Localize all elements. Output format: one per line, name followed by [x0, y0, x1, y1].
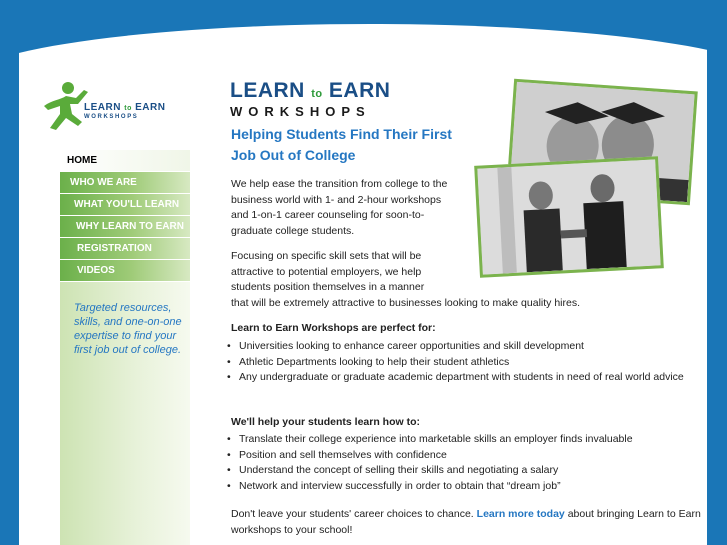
- list-item: • Network and interview successfully in order to obtain that “dream job”: [225, 479, 695, 495]
- intro-paragraph: We help ease the transition from college to the business world with 1- and 2-hour workshops and 1-on-1 career counseling for soon-to-graduate college students.: [231, 178, 448, 237]
- main-nav: [60, 150, 190, 282]
- logo-wordmark[interactable]: [84, 102, 165, 113]
- closing-paragraph: [231, 507, 701, 538]
- handshake-photo-image: [477, 159, 660, 274]
- perfect-for-list: [225, 339, 695, 386]
- nav-item-who-we-are[interactable]: WHO WE ARE: [60, 172, 190, 194]
- nav-item-why-learn-to-earn[interactable]: WHY LEARN TO EARN: [60, 216, 190, 238]
- list-item: • Universities looking to enhance career opportunities and skill development: [225, 339, 695, 355]
- list-item: • Position and sell themselves with confidence: [225, 448, 695, 464]
- logo-subtitle: WORKSHOPS: [84, 114, 139, 120]
- learn-more-link[interactable]: Learn more today: [476, 508, 565, 520]
- list-item: • Athletic Departments looking to help their student athletics: [225, 355, 695, 371]
- list-item: • Any undergraduate or graduate academic department with students in need of real world advice: [225, 370, 695, 386]
- left-border: [0, 0, 19, 545]
- handshake-photo: [474, 156, 664, 277]
- brand-line1: [230, 80, 390, 105]
- brand-title: [230, 80, 390, 119]
- focus-paragraph-part1: Focusing on specific skill sets that will be attractive to potential employers, we help students position themselves in a manner: [231, 250, 425, 293]
- list-item: • Translate their college experience into marketable skills an employer finds invaluable: [225, 432, 695, 448]
- header-wave: [0, 24, 727, 60]
- focus-paragraph-part2: that will be extremely attractive to businesses looking to make quality hires.: [231, 296, 580, 309]
- sidebar-tagline: Targeted resources, skills, and one-on-one expertise to find your first job out of college.: [74, 302, 182, 356]
- brand-word-to: to: [311, 88, 323, 100]
- logo-word-earn: EARN: [135, 102, 166, 113]
- logo-word-learn: LEARN: [84, 102, 121, 113]
- closing-text-post: about bringing Learn to Earn workshops to your school!: [231, 508, 701, 536]
- header-band: [0, 0, 727, 60]
- brand-line2: WORKSHOPS: [230, 104, 371, 119]
- nav-item-videos[interactable]: VIDEOS: [60, 260, 190, 282]
- page-headline: Helping Students Find Their First Job Out of College: [231, 126, 452, 163]
- brand-word-earn: EARN: [328, 79, 391, 102]
- learn-how-list: [225, 432, 695, 494]
- list-item: • Understand the concept of selling their skills and negotiating a salary: [225, 463, 695, 479]
- perfect-for-heading: Learn to Earn Workshops are perfect for:: [231, 322, 436, 334]
- closing-text-pre: Don't leave your students' career choices to chance.: [231, 508, 474, 520]
- nav-item-registration[interactable]: REGISTRATION: [60, 238, 190, 260]
- right-border: [707, 0, 727, 545]
- brand-word-learn: LEARN: [230, 79, 305, 102]
- learn-how-heading: We'll help your students learn how to:: [231, 416, 420, 428]
- nav-item-home[interactable]: HOME: [60, 150, 190, 172]
- logo-word-to: to: [124, 105, 132, 112]
- nav-item-what-youll-learn[interactable]: WHAT YOU'LL LEARN: [60, 194, 190, 216]
